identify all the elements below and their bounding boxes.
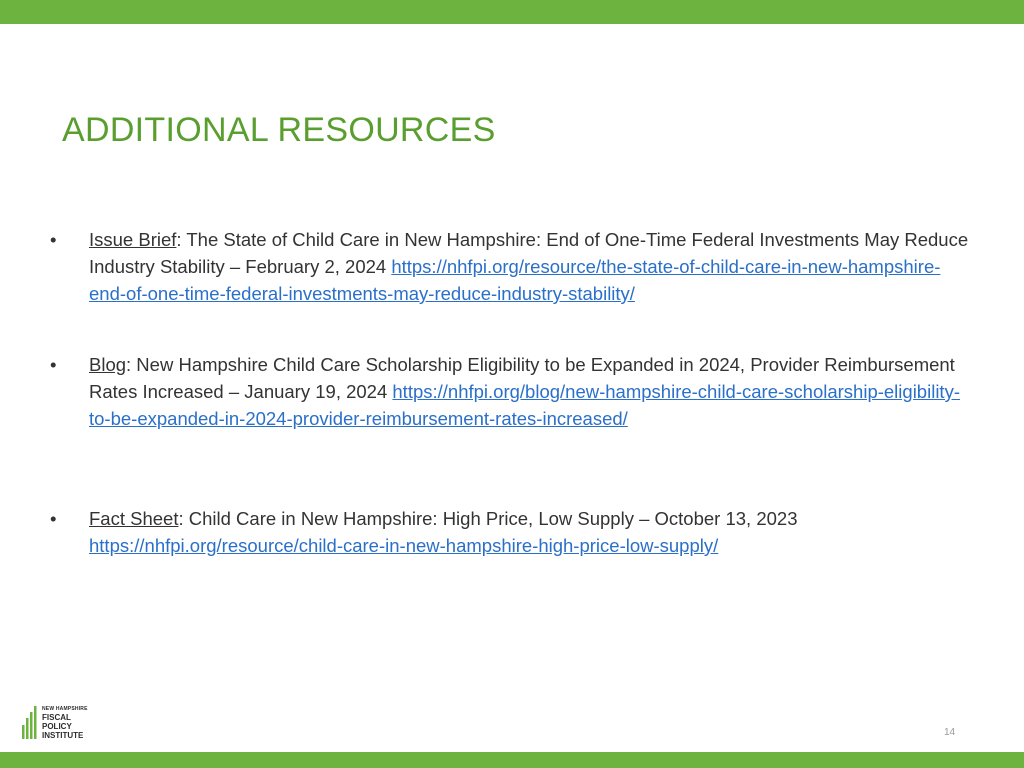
resource-link[interactable]: https://nhfpi.org/resource/the-state-of-child-care-in-new-hampshire-end-of-one-time-federal-investments-may-reduce-industry-stability/ [89,256,941,304]
resource-description: : Child Care in New Hampshire: High Price, Low Supply – October 13, 2023 [178,508,798,529]
bullet: • [50,354,57,375]
resource-text [89,505,970,559]
bullet: • [50,229,57,250]
resource-item-blog [50,351,970,432]
logo-text-line2: FISCAL [42,713,71,722]
resource-text [89,351,970,432]
resource-link[interactable]: https://nhfpi.org/blog/new-hampshire-child-care-scholarship-eligibility-to-be-expanded-in-2024-provider-reimbursement-rates-increased/ [89,381,960,429]
logo-text-line4: INSTITUTE [42,731,84,740]
bullet: • [50,508,57,529]
resource-item-fact-sheet [50,505,970,559]
resource-item-issue-brief [50,226,970,307]
logo-text-line1: NEW HAMPSHIRE [42,706,88,712]
resource-link[interactable]: https://nhfpi.org/resource/child-care-in-new-hampshire-high-price-low-supply/ [89,535,719,556]
page-number: 14 [944,727,956,738]
resource-type-label: Blog [89,354,127,375]
bar-chart-logo-icon [22,705,38,739]
top-accent-bar [0,0,1024,24]
resource-type-label: Fact Sheet [89,508,179,529]
resource-description: : The State of Child Care in New Hampshire: End of One-Time Federal Investments May Reduce Industry Stability – February 2, 2024 [89,229,969,277]
resource-description: : New Hampshire Child Care Scholarship Eligibility to be Expanded in 2024, Provider Reimbursement Rates Increased – January 19, 2024 [89,354,955,402]
slide-title: ADDITIONAL RESOURCES [62,111,496,149]
bottom-accent-bar [0,752,1024,768]
resource-type-label: Issue Brief [89,229,177,250]
logo-text-line3: POLICY [42,722,72,731]
resource-text [89,226,970,307]
nhfpi-logo [22,703,102,743]
